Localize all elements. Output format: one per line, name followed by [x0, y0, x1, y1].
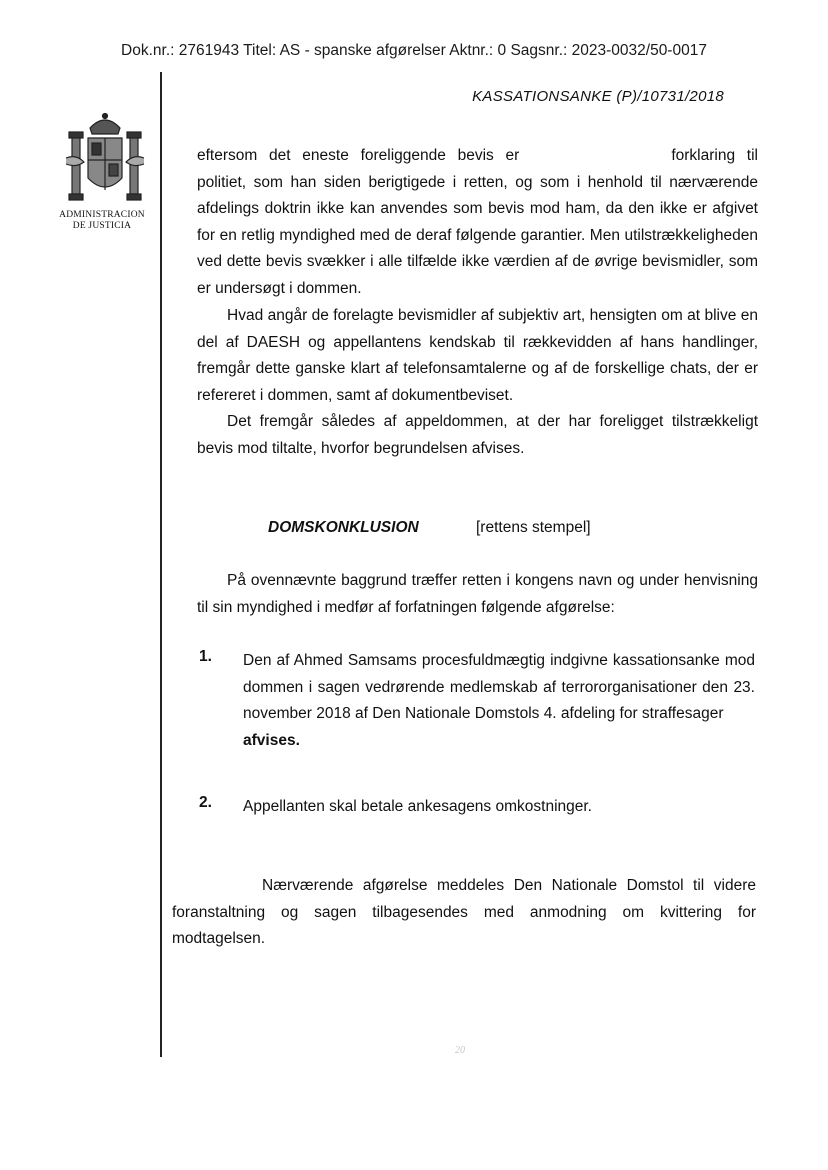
- item-2-number: 2.: [199, 794, 212, 811]
- body-paragraph-1: [197, 143, 758, 302]
- crest-caption-line1: ADMINISTRACION: [59, 210, 145, 220]
- conclusion-heading: DOMSKONKLUSION: [268, 519, 419, 536]
- paragraph-1-lead-tail: forklaring til: [671, 147, 759, 164]
- paragraph-1-lead: eftersom det eneste foreliggende bevis er: [197, 147, 520, 164]
- item-1-verdict: afvises.: [243, 731, 300, 749]
- crest-caption: [52, 210, 152, 232]
- document-header: Dok.nr.: 2761943 Titel: AS - spanske afgørelser Aktnr.: 0 Sagsnr.: 2023-0032/50-0017: [121, 42, 707, 59]
- coat-of-arms-icon: [60, 108, 150, 216]
- item-1-body: Den af Ahmed Samsams procesfuldmægtig indgivne kassationsanke mod dommen i sagen vedrørende medlemskab af terrororganisationer den 23. november 2018 af Den Nationale Domstols 4. afdeling for straffesager: [243, 652, 755, 722]
- margin-rule: [160, 72, 162, 1057]
- conclusion-intro: På ovennævnte baggrund træffer retten i kongens navn og under henvisning til sin myndighed i medfør af forfatningen følgende afgørelse:: [197, 572, 758, 616]
- item-1-number: 1.: [199, 648, 212, 665]
- item-2-text: Appellanten skal betale ankesagens omkostninger.: [243, 798, 592, 815]
- court-stamp-note: [rettens stempel]: [476, 519, 591, 536]
- body-paragraph-3: Det fremgår således af appeldommen, at der har foreligget tilstrækkeligt bevis mod tiltalte, hvorfor begrundelsen afvises.: [197, 413, 758, 457]
- case-reference: KASSATIONSANKE (P)/10731/2018: [472, 88, 724, 105]
- closing-paragraph: Nærværende afgørelse meddeles Den Nationale Domstol til videre foranstaltning og sagen tilbagesendes med anmodning om kvittering for modtagelsen.: [172, 877, 756, 947]
- paragraph-1-first-line: [197, 143, 758, 170]
- crest-caption-line2: DE JUSTICIA: [72, 221, 132, 231]
- paragraph-1-rest: politiet, som han siden berigtigede i retten, og som i henhold til nærværende afdelings doktrin ikke kan anvendes som bevis mod ham, da den ikke er afgivet for en retlig myndighed med de deraf følgende garantier. Men utilstrækkeligheden ved dette bevis svækker i alle tilfælde ikke værdien af de øvrige bevismidler, som er undersøgt i dommen.: [197, 173, 758, 297]
- page-number: 20: [455, 1045, 465, 1056]
- item-1-text: [243, 648, 755, 754]
- body-paragraph-2: Hvad angår de forelagte bevismidler af subjektiv art, hensigten om at blive en del af DAESH og appellantens kendskab til rækkevidden af hans handlinger, fremgår dette ganske klart af telefonsamtalerne og af de forskellige chats, der er refereret i dommen, samt af dokumentbeviset.: [197, 307, 758, 404]
